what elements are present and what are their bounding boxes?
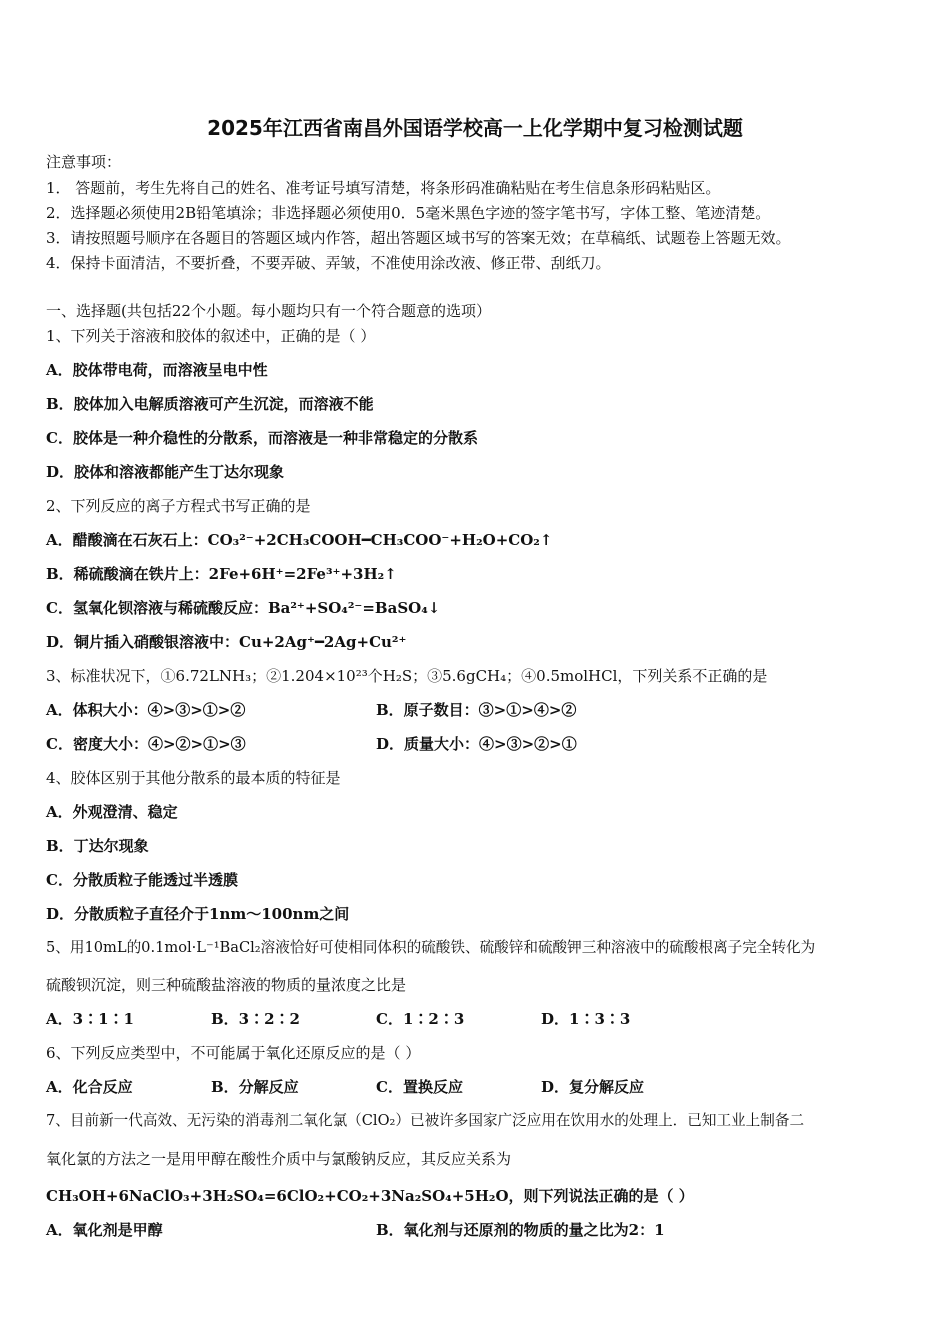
page-title: 2025年江西省南昌外国语学校高一上化学期中复习检测试题 (207, 116, 743, 140)
question-1-option-d: D．胶体和溶液都能产生丁达尔现象 (46, 463, 285, 481)
question-1-option-c: C．胶体是一种介稳性的分散系，而溶液是一种非常稳定的分散系 (46, 429, 478, 447)
question-4-option-d: D．分散质粒子直径介于1nm～100nm之间 (46, 905, 350, 923)
question-6-stem: 6、下列反应类型中，不可能属于氧化还原反应的是（ ） (46, 1044, 421, 1062)
question-4-option-b: B．丁达尔现象 (46, 837, 149, 855)
notice-item-1: 1． 答题前，考生先将自己的姓名、准考证号填写清楚，将条形码准确粘贴在考生信息条形码粘贴区。 (46, 179, 721, 197)
question-7-stem-line-3: CH₃OH+6NaClO₃+3H₂SO₄=6ClO₂+CO₂+3Na₂SO₄+5H₂O，则下列说法正确的是（ ） (46, 1187, 694, 1205)
question-6-option-d: D．复分解反应 (541, 1078, 645, 1096)
question-3-option-a: A．体积大小：④>③>①>② (46, 701, 246, 719)
question-7-option-a: A．氧化剂是甲醇 (46, 1221, 163, 1239)
notice-item-2: 2．选择题必须使用2B铅笔填涂；非选择题必须使用0．5毫米黑色字迹的签字笔书写，字体工整、笔迹清楚。 (46, 204, 771, 222)
notice-item-3: 3．请按照题号顺序在各题目的答题区域内作答，超出答题区域书写的答案无效；在草稿纸、试题卷上答题无效。 (46, 229, 791, 247)
question-3-option-c: C．密度大小：④>②>①>③ (46, 735, 246, 753)
question-4-option-c: C．分散质粒子能透过半透膜 (46, 871, 238, 889)
question-2-option-b: B．稀硫酸滴在铁片上：2Fe+6H⁺=2Fe³⁺+3H₂↑ (46, 565, 397, 583)
notice-heading: 注意事项： (46, 153, 122, 171)
question-5-option-d: D．1∶3∶3 (541, 1010, 631, 1028)
question-7-option-b: B．氧化剂与还原剂的物质的量之比为2：1 (376, 1221, 665, 1239)
question-1-stem: 1、下列关于溶液和胶体的叙述中，正确的是（ ） (46, 327, 376, 345)
question-3-option-b: B．原子数目：③>①>④>② (376, 701, 577, 719)
question-5-stem-line-2: 硫酸钡沉淀，则三种硫酸盐溶液的物质的量浓度之比是 (46, 976, 407, 994)
question-5-option-c: C．1∶2∶3 (376, 1010, 465, 1028)
question-5-option-b: B．3∶2∶2 (211, 1010, 300, 1028)
question-4-stem: 4、胶体区别于其他分散系的最本质的特征是 (46, 769, 341, 787)
question-7-stem-line-1: 7、目前新一代高效、无污染的消毒剂二氧化氯（ClO₂）已被许多国家广泛应用在饮用水的处理上．已知工业上制备二 (46, 1112, 805, 1129)
question-6-option-b: B．分解反应 (211, 1078, 299, 1096)
question-2-option-a: A．醋酸滴在石灰石上：CO₃²⁻+2CH₃COOH━CH₃COO⁻+H₂O+CO₂↑ (46, 531, 553, 549)
question-5-stem-line-1: 5、用10mL的0.1mol·L⁻¹BaCl₂溶液恰好可使相同体积的硫酸铁、硫酸锌和硫酸钾三种溶液中的硫酸根离子完全转化为 (46, 939, 816, 956)
question-7-stem-line-2: 氧化氯的方法之一是用甲醇在酸性介质中与氯酸钠反应，其反应关系为 (46, 1150, 512, 1168)
question-6-option-a: A．化合反应 (46, 1078, 133, 1096)
question-2-option-c: C．氢氧化钡溶液与稀硫酸反应：Ba²⁺+SO₄²⁻=BaSO₄↓ (46, 599, 441, 617)
question-2-stem: 2、下列反应的离子方程式书写正确的是 (46, 497, 311, 515)
section-heading: 一、选择题(共包括22个小题。每小题均只有一个符合题意的选项） (46, 302, 491, 320)
question-5-option-a: A．3∶1∶1 (46, 1010, 134, 1028)
question-3-option-d: D．质量大小：④>③>②>① (376, 735, 577, 753)
question-1-option-b: B．胶体加入电解质溶液可产生沉淀，而溶液不能 (46, 395, 374, 413)
question-2-option-d: D．铜片插入硝酸银溶液中：Cu+2Ag⁺━2Ag+Cu²⁺ (46, 633, 407, 651)
question-6-option-c: C．置换反应 (376, 1078, 463, 1096)
question-1-option-a: A．胶体带电荷，而溶液呈电中性 (46, 361, 268, 379)
question-4-option-a: A．外观澄清、稳定 (46, 803, 178, 821)
notice-item-4: 4．保持卡面清洁，不要折叠，不要弄破、弄皱，不准使用涂改液、修正带、刮纸刀。 (46, 254, 611, 272)
question-3-stem: 3、标准状况下，①6.72LNH₃；②1.204×10²³个H₂S；③5.6gCH₄；④0.5molHCl，下列关系不正确的是 (46, 667, 768, 685)
